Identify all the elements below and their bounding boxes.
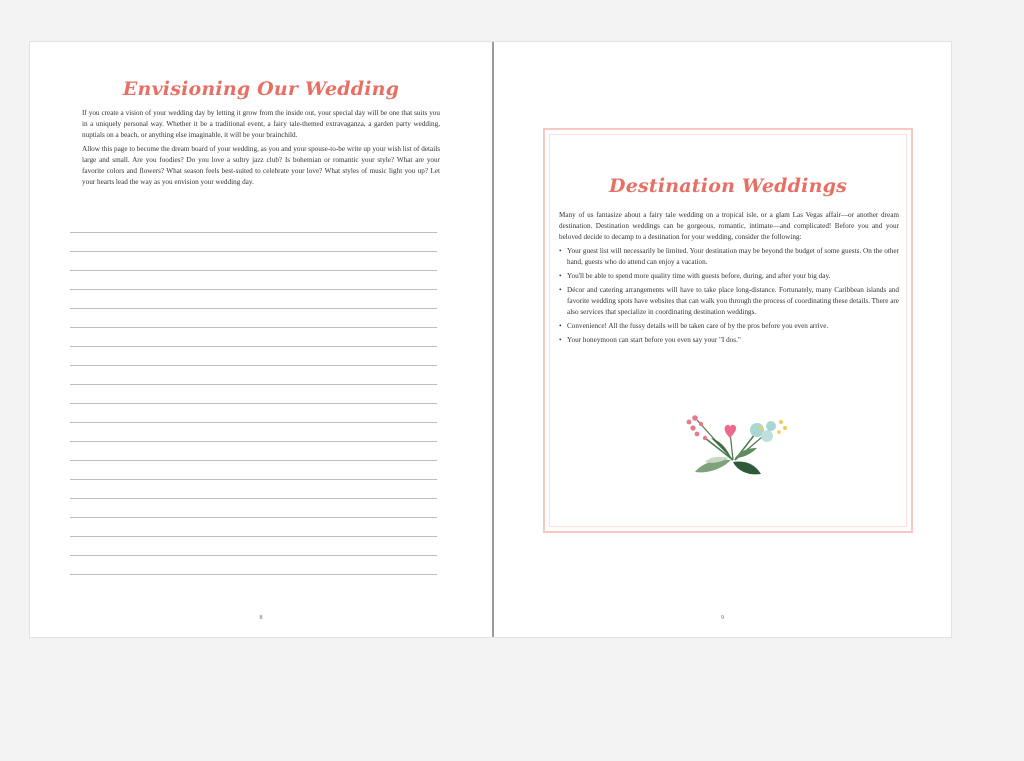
paragraph: Allow this page to become the dream board of your wedding, as you and your spouse-to-be write up your wish list of details large and small. Are you foodies? Do you love a sultry jazz club? Is bohemian or romantic your style? What are your favorite colors and flowers? What season feels best-suited to celebrate your love? What styles of music light you up? Let your hearts lead the way as you envision your wedding day. <box>82 145 440 186</box>
list-item: • Convenience! All the fussy details will be taken care of by the pros before you even arrive. <box>559 321 899 332</box>
writing-line <box>70 422 437 423</box>
writing-line <box>70 384 437 385</box>
writing-line <box>70 555 437 556</box>
left-page <box>30 42 492 637</box>
writing-line <box>70 308 437 309</box>
page-number: 8 <box>259 615 263 621</box>
writing-line <box>70 346 437 347</box>
sidebar-text <box>559 210 899 349</box>
bullet-list <box>559 246 899 346</box>
writing-line <box>70 289 437 290</box>
writing-line <box>70 251 437 252</box>
page-number: 9 <box>721 615 724 621</box>
list-item: • Your guest list will necessarily be limited. Your destination may be beyond the budget of some guests. On the other hand, guests who do attend can enjoy a vacation. <box>559 246 899 268</box>
sidebar-title: Destination Weddings <box>609 175 847 197</box>
intro-text <box>82 108 440 191</box>
writing-line <box>70 460 437 461</box>
writing-line <box>70 232 437 233</box>
book-spread <box>30 42 951 637</box>
writing-line <box>70 536 437 537</box>
writing-line <box>70 479 437 480</box>
writing-line <box>70 517 437 518</box>
writing-line <box>70 270 437 271</box>
writing-line <box>70 574 437 575</box>
list-item: • Your honeymoon can start before you even say your "I dos." <box>559 335 899 346</box>
writing-line <box>70 365 437 366</box>
writing-line <box>70 441 437 442</box>
writing-line <box>70 403 437 404</box>
list-item: • You'll be able to spend more quality time with guests before, during, and after your big day. <box>559 271 899 282</box>
sidebar-frame <box>543 128 913 533</box>
floral-sprig-icon <box>675 398 790 478</box>
list-item: • Décor and catering arrangements will have to take place long-distance. Fortunately, many Caribbean islands and favorite wedding spots have websites that can walk you through the process of coordinating these details. There are also services that specialize in coordinating destination weddings. <box>559 285 899 318</box>
writing-line <box>70 498 437 499</box>
page-title: Envisioning Our Wedding <box>122 78 400 100</box>
sidebar-intro: Many of us fantasize about a fairy tale wedding on a tropical isle, or a glam Las Vegas affair—or another dream destination. Destination weddings can be gorgeous, romantic, intimate—and complicated! Before you and your beloved decide to decamp to a destination for your wedding, consider the following: <box>559 211 899 241</box>
paragraph: If you create a vision of your wedding day by letting it grow from the inside out, your special day will be one that suits you in a uniquely personal way. Whether it be a traditional event, a fairy tale-themed extravaganza, a garden party wedding, nuptials on a beach, or anything else imaginable, it will be your brainchild. <box>82 109 440 139</box>
writing-lines <box>70 232 437 593</box>
writing-line <box>70 327 437 328</box>
right-page <box>494 42 951 637</box>
